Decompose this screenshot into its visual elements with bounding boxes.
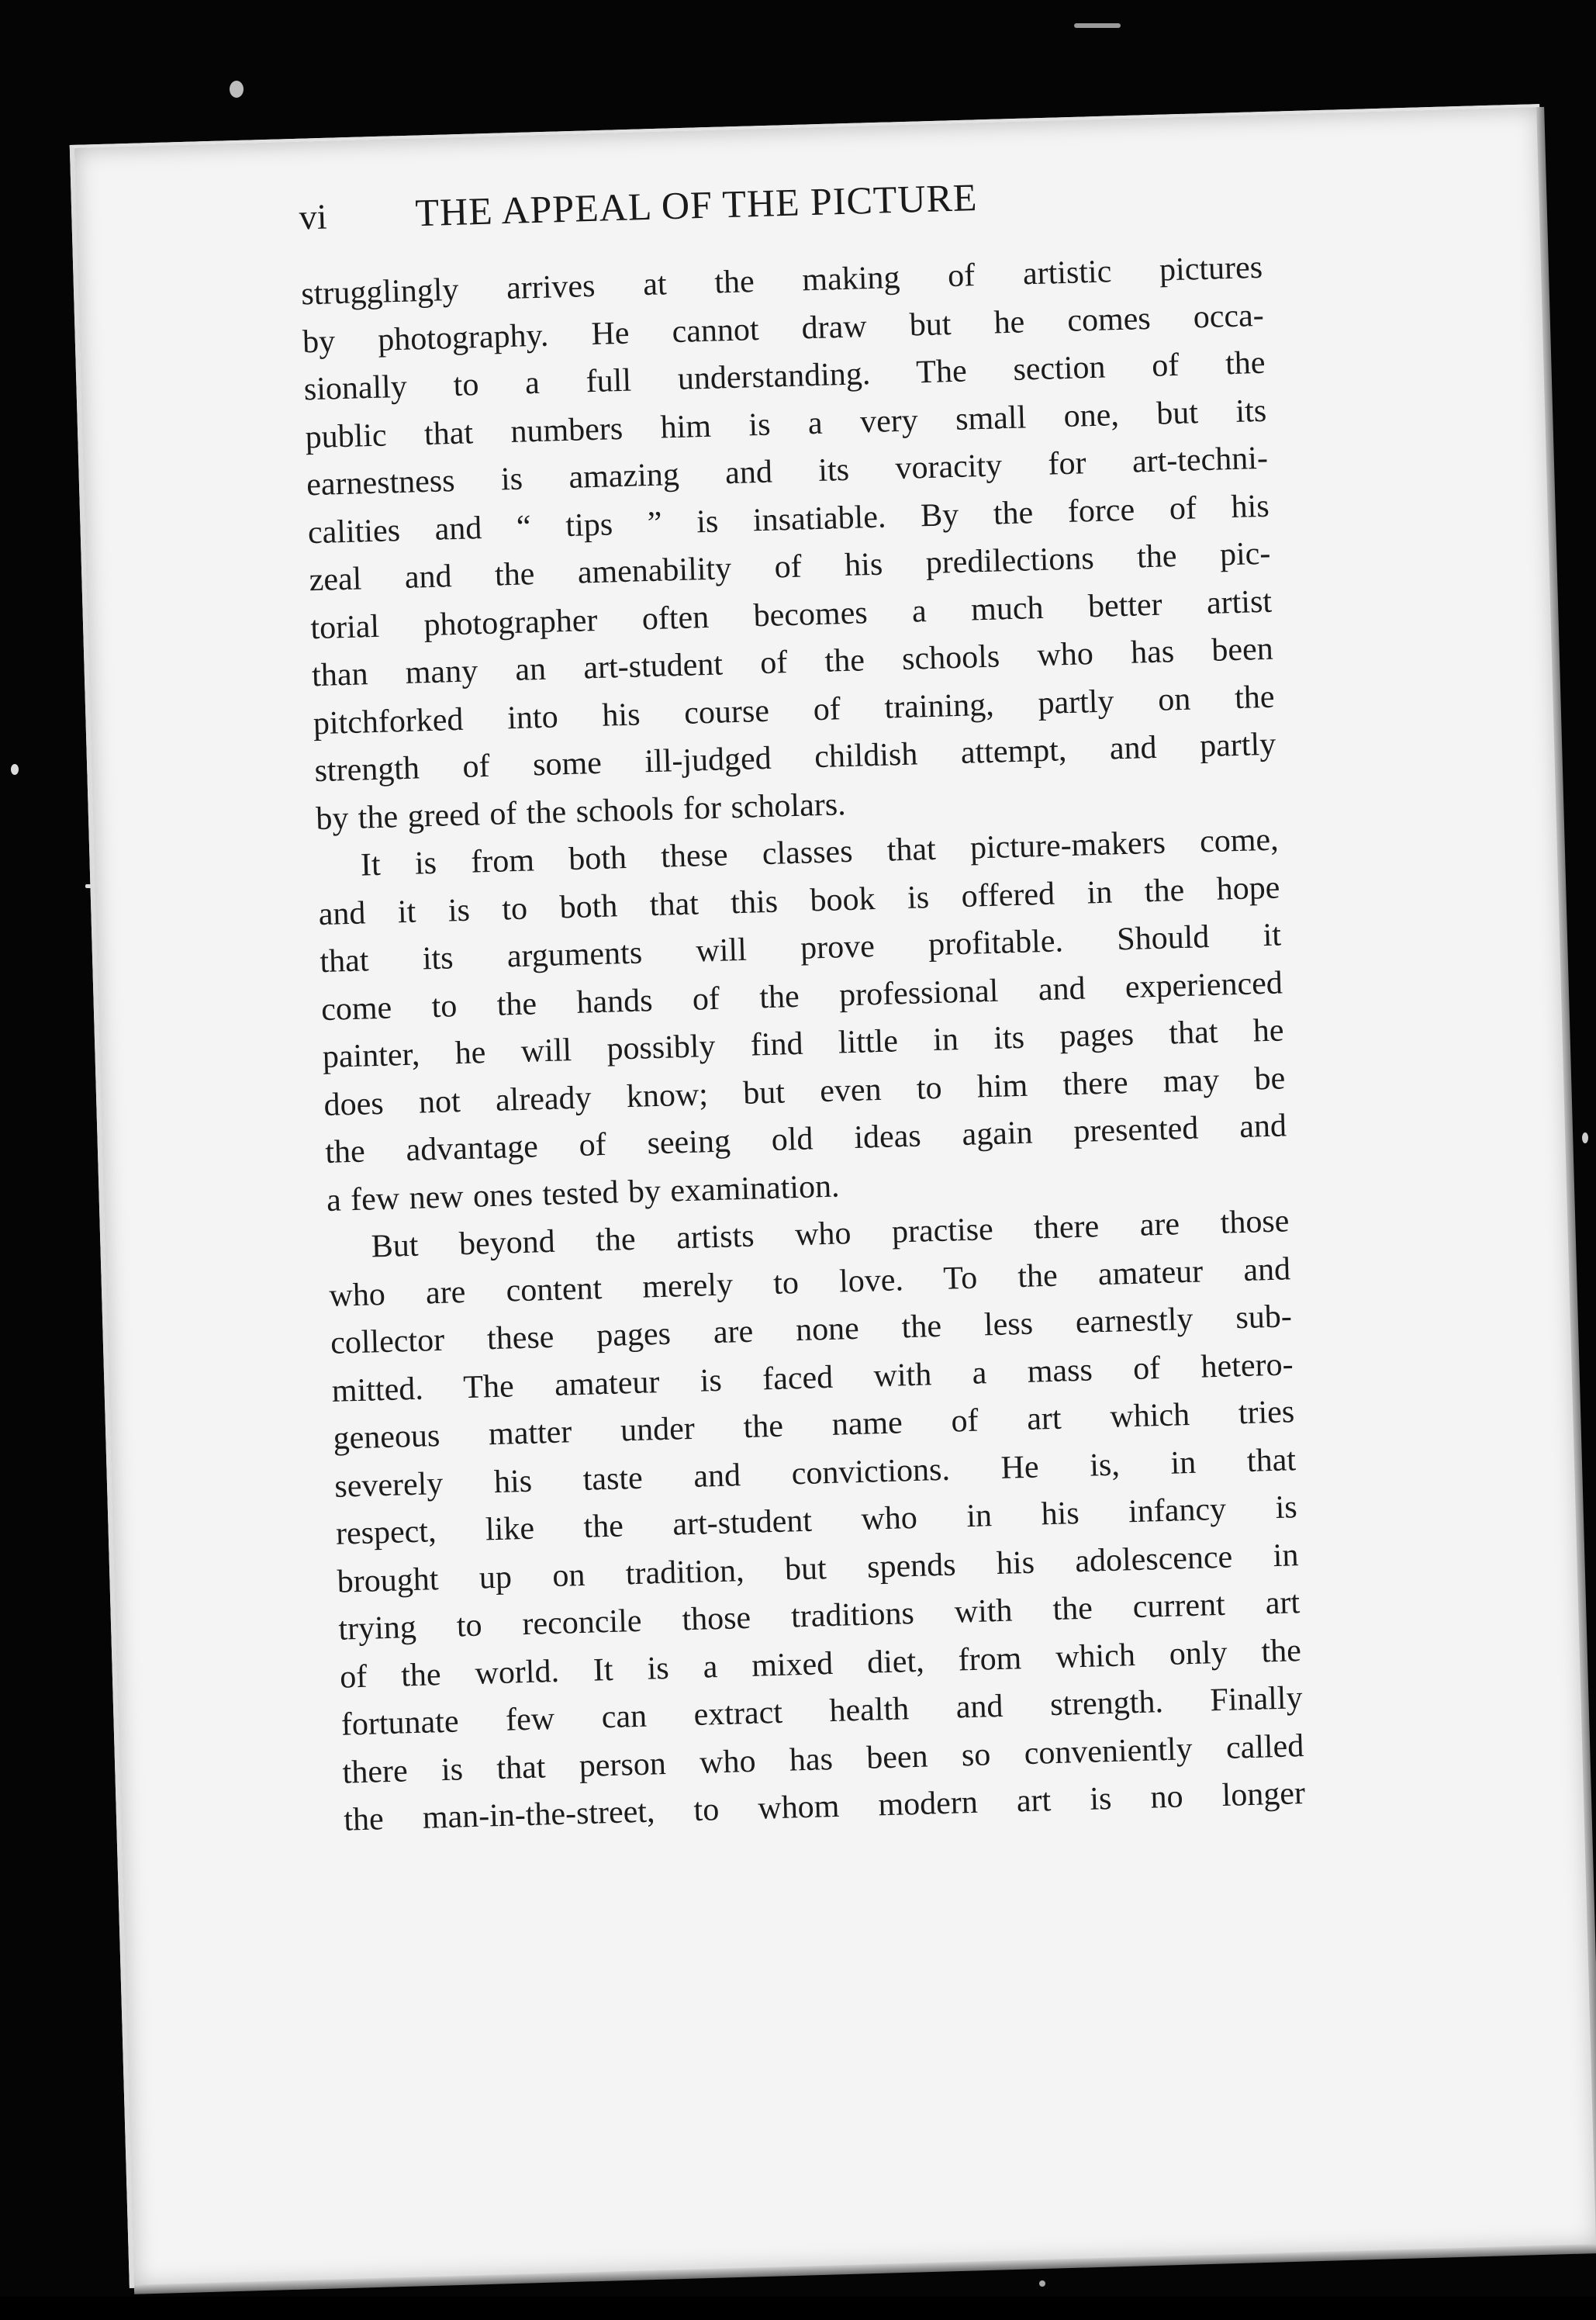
text-line: and it is to both that this book is offered in the hope [318, 870, 1280, 932]
text-line: fortunate few can extract health and strength. Finally [340, 1680, 1304, 1743]
text-line: that its arguments will prove profitable. Should it [319, 917, 1282, 980]
text-line: come to the hands of the professional and experienced [320, 964, 1283, 1028]
text-line: pitchforked into his course of training, partly on the [313, 679, 1276, 742]
text-line: painter, he will possibly find little in its pages that he [322, 1012, 1285, 1076]
text-line: strugglingly arrives at the making of artistic pictures [300, 249, 1263, 313]
text-line: earnestness is amazing and its voracity for art-techni- [306, 440, 1269, 503]
text-line: does not already know; but even to him there may be [323, 1060, 1286, 1123]
text-line: It is from both these classes that picture-makers come, [360, 821, 1280, 883]
text-line: mitted. The amateur is faced with a mass of hetero- [331, 1346, 1294, 1409]
text-line: zeal and the amenability of his predilections the pic- [309, 535, 1271, 599]
page-number: vi [298, 196, 328, 237]
text-line: collector these pages are none the less earnestly sub- [330, 1298, 1293, 1361]
running-head: THE APPEAL OF THE PICTURE [414, 175, 979, 235]
text-line: torial photographer often becomes a much better artist [309, 583, 1273, 646]
text-line: geneous matter under the name of art which tries [333, 1394, 1295, 1457]
text-line: But beyond the artists who practise there are those [371, 1203, 1290, 1265]
text-line: the advantage of seeing old ideas again presented and [324, 1108, 1287, 1170]
text-line: a few new ones tested by examination. [326, 1168, 841, 1219]
text-line: severely his taste and convictions. He is, in that [333, 1441, 1297, 1505]
text-line: by the greed of the schools for scholars. [315, 786, 847, 837]
text-line: sionally to a full understanding. The section of the [303, 344, 1266, 408]
text-line: than many an art-student of the schools who has been [311, 631, 1274, 694]
text-line: public that numbers him is a very small one, but its [304, 392, 1267, 455]
text-line: brought up on tradition, but spends his adolescence in [337, 1537, 1299, 1600]
text-line: calities and “ tips ” is insatiable. By the force of his [307, 488, 1270, 551]
text-line: of the world. It is a mixed diet, from which only the [339, 1632, 1302, 1696]
text-line: strength of some ill-judged childish attempt, and partly [313, 726, 1276, 790]
text-line: trying to reconcile those traditions with the current art [337, 1585, 1301, 1648]
text-line: who are content merely to love. To the amateur and [328, 1250, 1291, 1314]
text-line: respect, like the art-student who in his infancy is [335, 1489, 1298, 1552]
body-text [301, 244, 1306, 1845]
page-header [299, 168, 1231, 255]
text-line: the man-in-the-street, to whom modern art is no longer [343, 1775, 1306, 1838]
text-line: by photography. He cannot draw but he comes occa- [302, 297, 1265, 360]
text-line: there is that person who has been so conveniently called [342, 1727, 1304, 1791]
